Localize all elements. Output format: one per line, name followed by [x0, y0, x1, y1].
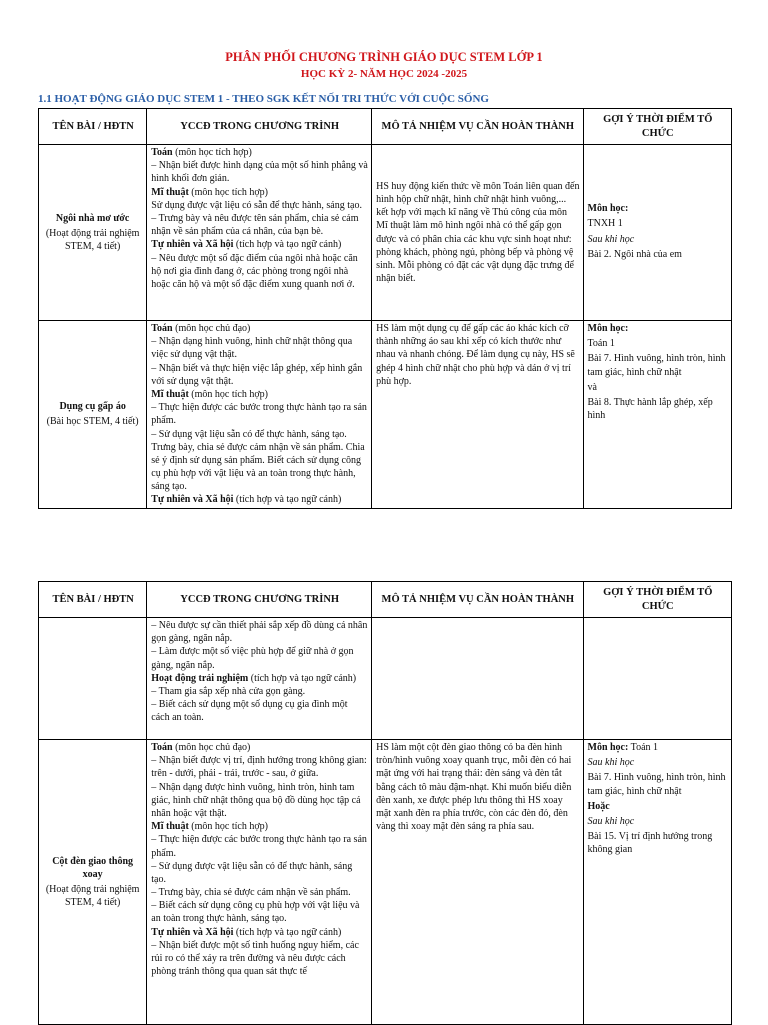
task-description: HS làm một dụng cụ để gấp các áo khác kích cỡ thành những áo sau khi xếp có kích thước như nhau và nhanh chóng. Để làm dụng cụ này, HS sẽ ghép 4 hình chữ nhật cho phù hợp và dán ở vị trí phù hợp.	[376, 323, 575, 387]
text-line: Sau khi học	[587, 233, 635, 245]
text-line	[151, 820, 368, 833]
text-line: – Sử dụng vật liệu sẵn có để thực hành, sáng tạo. Trưng bày, chia sẻ được cảm nhận về sản phẩm. Chia sẻ ý định sử dụng sản phẩm. Biết cách sử dụng công cụ phù hợp với vật liệu và an toàn trong thực hành, sáng tạo.	[151, 428, 365, 493]
text-line: Toán 1	[587, 338, 615, 350]
text-line	[151, 238, 368, 251]
col-header-yccd: YCCĐ TRONG CHƯƠNG TRÌNH	[147, 582, 372, 618]
text-line	[151, 493, 368, 506]
text-line	[151, 322, 368, 335]
text-line: Sử dụng được vật liệu có sẵn để thực hành, sáng tạo.	[151, 199, 362, 211]
bold-label: Mĩ thuật	[151, 821, 189, 833]
text-line: – Tham gia sắp xếp nhà cửa gọn gàng.	[151, 685, 306, 697]
bold-label: Toán	[151, 147, 173, 158]
text-line: – Thực hiện được các bước trong thực hành tạo ra sản phẩm.	[151, 834, 367, 859]
lesson-name: Cột đèn giao thông xoay	[52, 855, 134, 880]
yccd-cell	[147, 740, 372, 1025]
bold-label: Tự nhiên và Xã hội	[151, 926, 234, 938]
text-line	[151, 672, 368, 685]
lesson-cell	[39, 321, 147, 509]
label-note: (tích hợp và tạo ngữ cảnh)	[233, 926, 342, 938]
text-line: – Nhận biết được vị trí, định hướng trong không gian: trên - dưới, phải - trái, trước - sau, ở giữa.	[151, 755, 367, 780]
bold-label: Tự nhiên và Xã hội	[151, 239, 234, 251]
table-row	[39, 618, 732, 740]
label-note: (tích hợp và tạo ngữ cảnh)	[233, 494, 342, 506]
lesson-type: (Bài học STEM, 4 tiết)	[46, 416, 139, 428]
bold-label: Hoạt động trải nghiệm	[151, 672, 249, 684]
yccd-cell	[147, 618, 372, 740]
lesson-name: Ngôi nhà mơ ước	[55, 212, 130, 224]
text-line: Sau khi học	[587, 757, 635, 769]
yccd-cell	[147, 145, 372, 321]
text-line	[588, 800, 729, 813]
text-line	[588, 322, 729, 335]
text-line: – Nêu được sự cần thiết phải sắp xếp đồ dùng cá nhân gọn gàng, ngăn nắp.	[151, 620, 368, 645]
table-row	[39, 321, 732, 509]
label-note: (tích hợp và tạo ngữ cảnh)	[233, 239, 342, 251]
task-description-cell	[372, 145, 583, 321]
col-header-timing: GỢI Ý THỜI ĐIỂM TỔ CHỨC	[583, 582, 732, 618]
task-description-cell	[372, 321, 583, 509]
col-header-lesson: TÊN BÀI / HĐTN	[39, 582, 147, 618]
text-line: Bài 15. Vị trí định hướng trong không gian	[587, 831, 713, 856]
text-line: Bài 2. Ngôi nhà của em	[587, 248, 682, 260]
lesson-cell	[39, 618, 147, 740]
label-note: (môn học chủ đạo)	[172, 323, 251, 334]
col-header-yccd: YCCĐ TRONG CHƯƠNG TRÌNH	[147, 109, 372, 145]
document-subtitle: HỌC KỲ 2- NĂM HỌC 2024 -2025	[300, 68, 468, 80]
label-note: (môn học tích hợp)	[172, 147, 252, 158]
timing-cell	[583, 145, 732, 321]
document-title: PHÂN PHỐI CHƯƠNG TRÌNH GIÁO DỤC STEM LỚP 1	[225, 50, 543, 64]
label-note: (môn học tích hợp)	[188, 186, 268, 198]
lesson-type: (Hoạt động trải nghiệm STEM, 4 tiết)	[45, 884, 140, 909]
text-line: – Trưng bày và nêu được tên sản phẩm, chia sẻ cảm nhận về sản phẩm của cá nhân, của bạn bè.	[151, 212, 359, 238]
task-description: HS huy động kiến thức về môn Toán liên quan đến hình hộp chữ nhật, hình chữ nhật hình vuông,... kết hợp với mạch kĩ năng về Thủ công của môn Mĩ thuật làm mô hình ngôi nhà có thể gấp gọn được và có phân chia các khu vực sinh hoạt như: phòng khách, phòng ngủ, phòng bếp và phòng vệ sinh. Mỗi phòng có đặt các vật dụng đặc trưng để nhận biết.	[376, 180, 580, 285]
lesson-type: (Hoạt động trải nghiệm STEM, 4 tiết)	[45, 227, 140, 253]
bold-label: Hoặc	[587, 800, 610, 812]
label-note: (môn học chủ đạo)	[172, 742, 251, 753]
col-header-lesson: TÊN BÀI / HĐTN	[39, 109, 147, 145]
col-header-timing: GỢI Ý THỜI ĐIỂM TỔ CHỨC	[583, 109, 732, 145]
text-line	[151, 186, 368, 199]
text-line: – Làm được một số việc phù hợp để giữ nhà ở gọn gàng, ngăn nắp.	[151, 646, 354, 671]
text-line	[151, 388, 368, 401]
text-line	[151, 926, 368, 939]
text-line: – Nhận biết được một số tình huống nguy hiểm, các rủi ro có thể xảy ra trên đường và nêu được cách phòng tránh thông qua quan sát thực tế	[151, 939, 359, 978]
text-line: Bài 7. Hình vuông, hình tròn, hình tam giác, hình chữ nhật	[587, 353, 726, 378]
col-header-task: MÔ TẢ NHIỆM VỤ CẦN HOÀN THÀNH	[372, 582, 583, 618]
text-line: Sau khi học	[587, 815, 635, 827]
text-line: và	[587, 381, 597, 393]
text-line	[151, 146, 368, 159]
col-header-task: MÔ TẢ NHIỆM VỤ CẦN HOÀN THÀNH	[372, 109, 583, 145]
text-line: TNXH 1	[587, 218, 623, 230]
text-line: – Thực hiện được các bước trong thực hành tạo ra sản phẩm.	[151, 402, 367, 427]
text-line: – Nhận biết và thực hiện việc lắp ghép, xếp hình gắn với sử dụng vật thật.	[151, 362, 363, 387]
bold-label: Toán	[151, 742, 173, 753]
yccd-cell	[147, 321, 372, 509]
bold-label: Mĩ thuật	[151, 388, 189, 400]
text-line: – Nêu được một số đặc điểm của ngôi nhà hoặc căn hộ nơi gia đình đang ở, các phòng trong ngôi nhà hoặc căn hộ và một số đặc điểm xung quanh nơi ở.	[151, 252, 358, 290]
text-line: – Nhận biết được hình dạng của một số hình phẳng và hình khối đơn giản.	[151, 160, 368, 185]
bold-label: Tự nhiên và Xã hội	[151, 494, 234, 506]
timing-cell	[583, 618, 732, 740]
lesson-cell	[39, 145, 147, 321]
lesson-name: Dụng cụ gấp áo	[59, 401, 126, 413]
text-line	[151, 741, 368, 754]
text-line: – Nhận dạng được hình vuông, hình tròn, hình tam giác, hình chữ nhật thông qua bộ đồ dùng học tập cá nhân hoặc vật thật.	[151, 781, 361, 819]
text-line: Bài 7. Hình vuông, hình tròn, hình tam giác, hình chữ nhật	[587, 772, 726, 797]
bold-label: Toán	[151, 323, 173, 334]
task-description: HS làm một cột đèn giao thông có ba đèn hình tròn/hình vuông xoay quanh trục, mỗi đèn có hai mặt ứng với hai trạng thái: đèn sáng và đèn tắt bằng cách tô màu đậm-nhạt. Khi muốn biểu diễn đèn xanh, xe được phép lưu thông thì HS xoay mặt xanh đèn ra phía trước, còn các đèn đỏ, đèn vàng thì xoay mặt đèn sáng ra phía sau.	[376, 742, 572, 833]
stem-table-1	[38, 108, 732, 509]
text-line: – Biết cách sử dụng công cụ phù hợp với vật liệu và an toàn trong thực hành, sáng tạo.	[151, 900, 360, 925]
label-note: (môn học tích hợp)	[188, 821, 268, 833]
text-line: – Nhận dạng hình vuông, hình chữ nhật thông qua việc sử dụng vật thật.	[151, 336, 353, 361]
text-line: – Trưng bày, chia sẻ được cảm nhận về sản phẩm.	[151, 887, 351, 899]
text-line: Bài 8. Thực hành lắp ghép, xếp hình	[587, 396, 713, 422]
timing-cell	[583, 321, 732, 509]
timing-cell	[583, 740, 732, 1025]
task-description-cell	[372, 740, 583, 1025]
bold-label: Mĩ thuật	[151, 186, 189, 198]
section-heading: 1.1 HOẠT ĐỘNG GIÁO DỤC STEM 1 - THEO SGK KẾT NỐI TRI THỨC VỚI CUỘC SỐNG	[38, 93, 489, 105]
text-line: – Sử dụng được vật liệu sẵn có để thực hành, sáng tạo.	[151, 860, 353, 885]
bold-label: Môn học:	[587, 742, 629, 753]
label-note: (tích hợp và tạo ngữ cảnh)	[248, 672, 357, 684]
lesson-cell	[39, 740, 147, 1025]
bold-label: Môn học:	[587, 203, 629, 215]
text-line	[588, 741, 729, 754]
table-row	[39, 145, 732, 321]
text-line	[588, 202, 729, 215]
label-note: (môn học tích hợp)	[188, 388, 268, 400]
task-description-cell	[372, 618, 583, 740]
text-line: – Biết cách sử dụng một số dụng cụ gia đình một cách an toàn.	[151, 699, 348, 724]
stem-table-2	[38, 581, 732, 1025]
label-note: Toán 1	[628, 742, 659, 753]
bold-label: Môn học:	[587, 323, 629, 334]
table-row	[39, 740, 732, 1025]
